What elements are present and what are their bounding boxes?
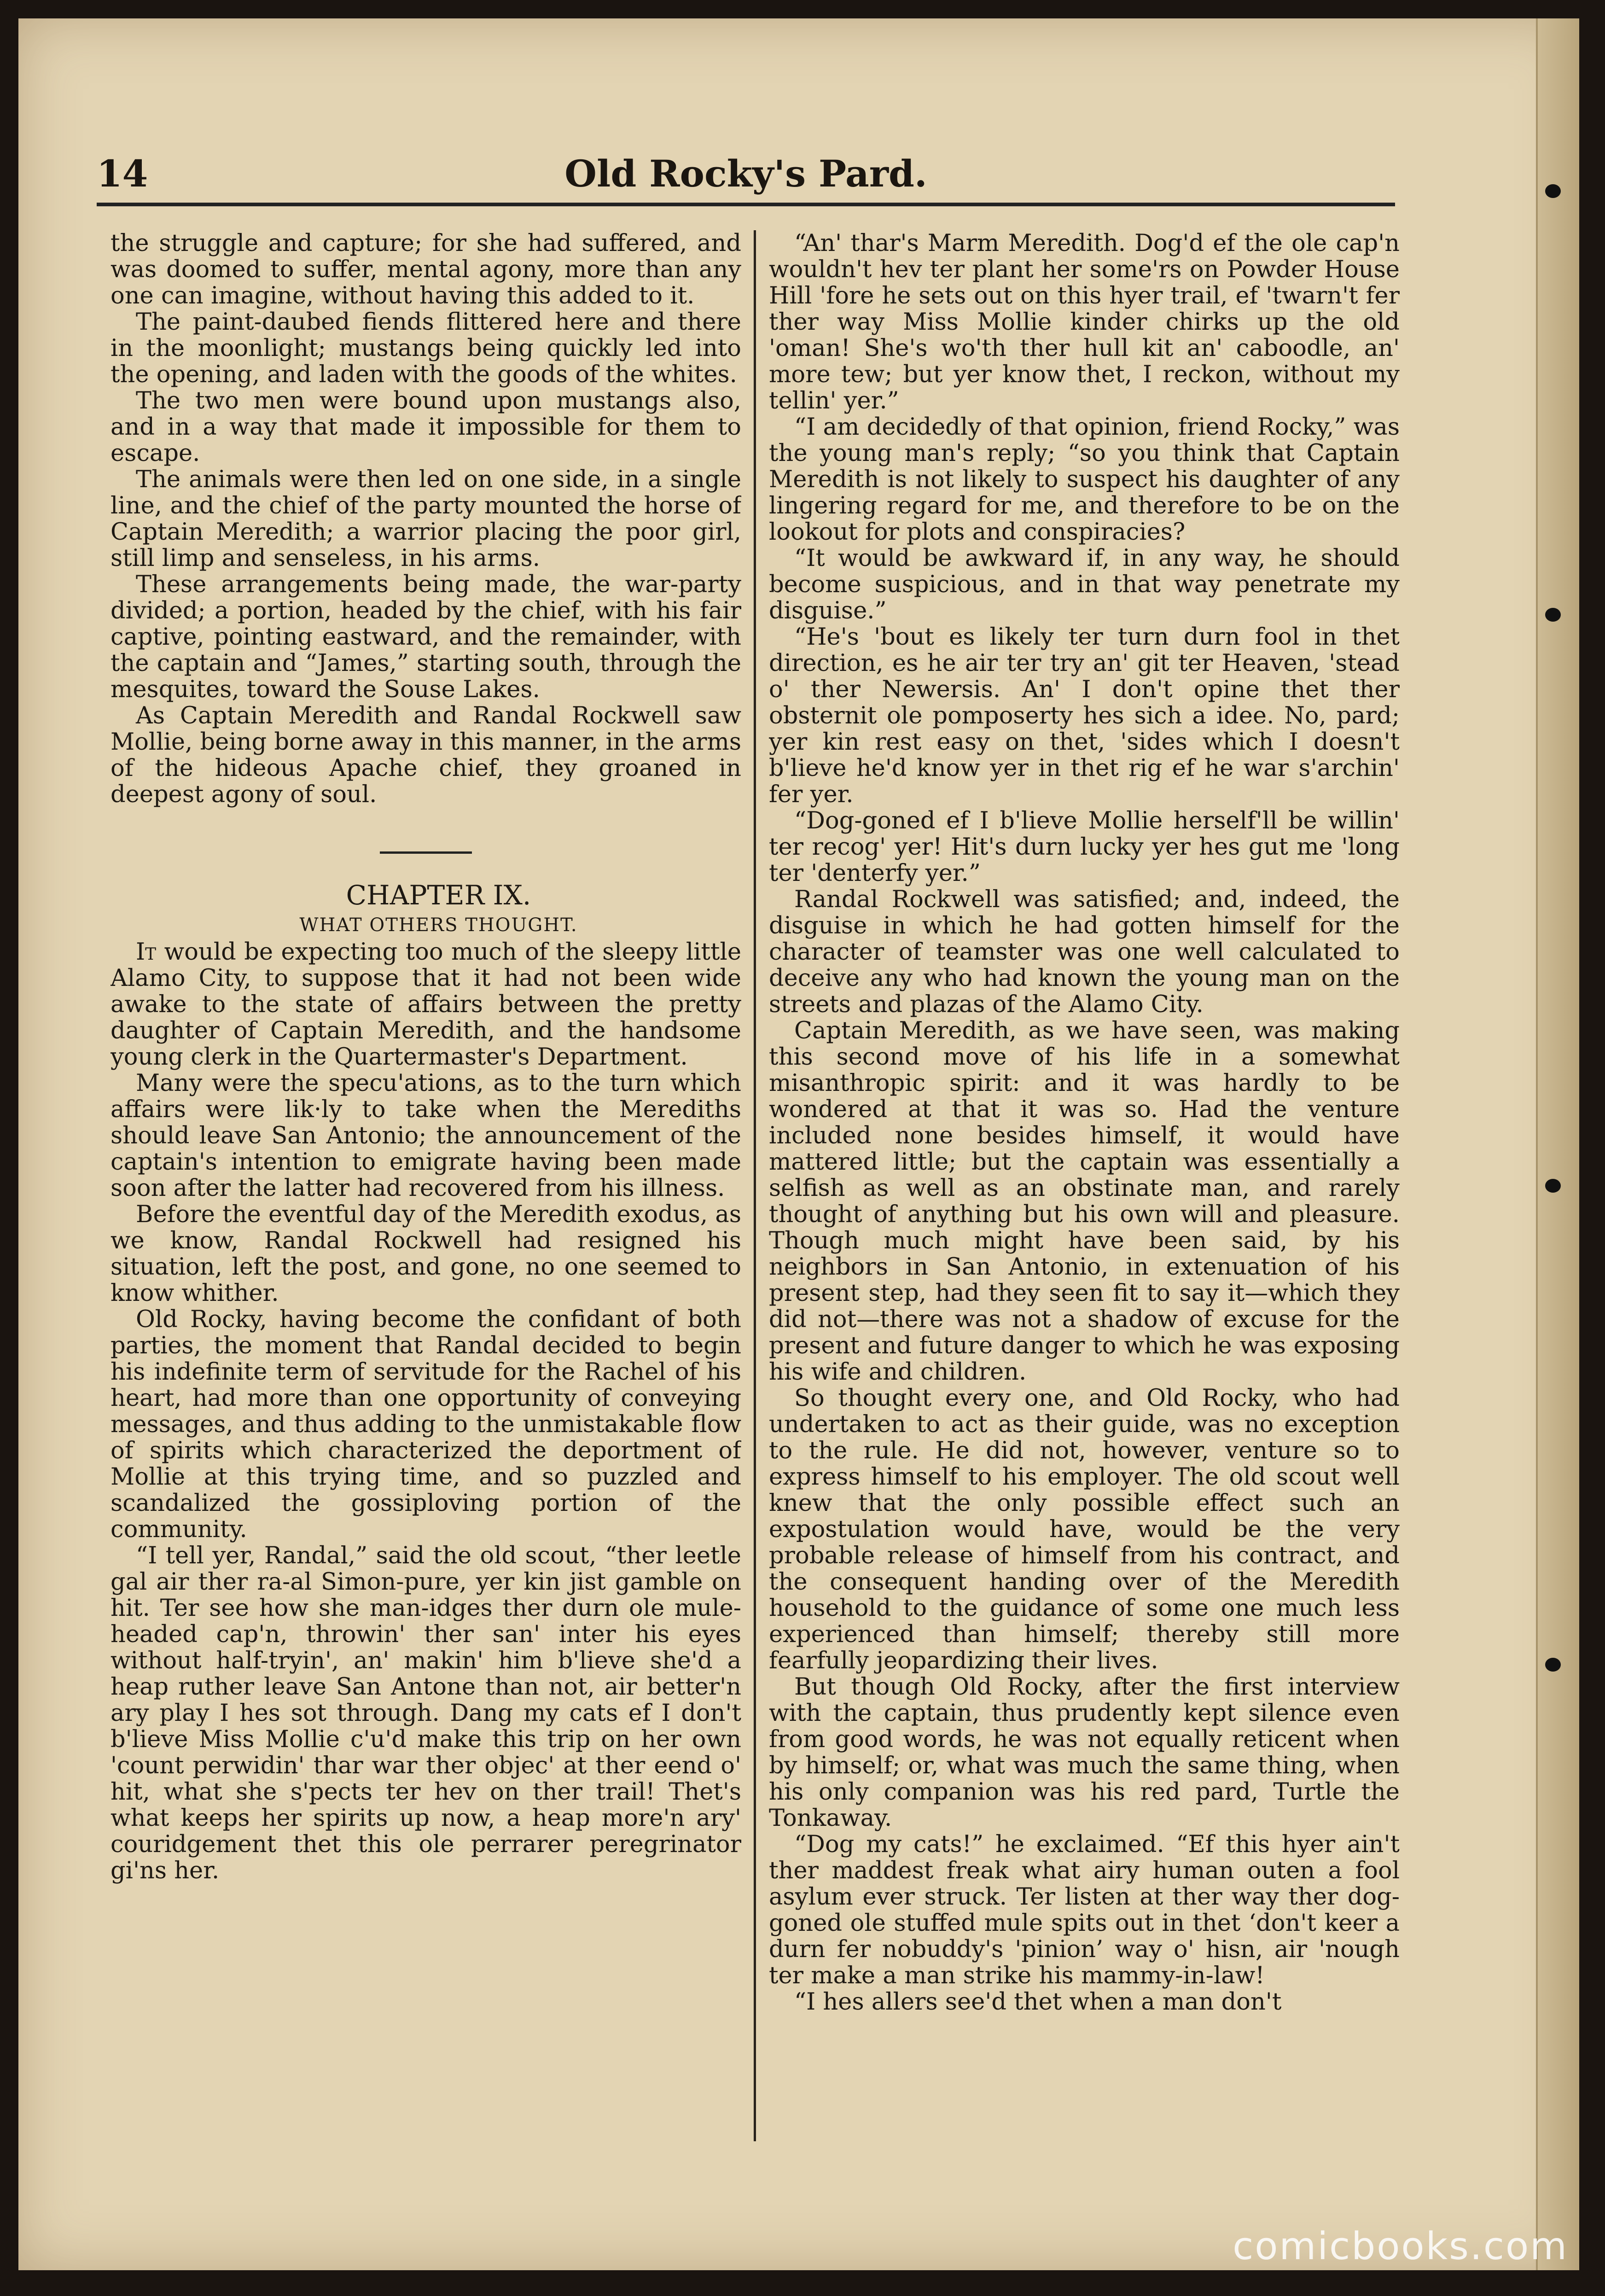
- paragraph: “I am decidedly of that opinion, friend Rocky,” was the young man's reply; “so you think that Captain Meredith is not likely to suspect his daughter of any lingering regard for me, and therefore to be on the lookout for plots and conspiracies?: [769, 414, 1400, 546]
- paragraph: “He's 'bout es likely ter turn durn fool in thet direction, es he air ter try an' git ter Heaven, 'stead o' ther Newersis. An' I don't opine thet ther obsternit ole pomposerty hes sich a idee. No, pard; yer kin rest easy on thet, 'sides which I doesn't b'lieve he'd know yer in thet rig ef he war s'archin' fer yer.: [769, 624, 1400, 808]
- staple-hole: [1545, 1658, 1561, 1672]
- paragraph: So thought every one, and Old Rocky, who had undertaken to act as their guide, was no exception to the rule. He did not, however, venture so to express himself to his employer. The old scout well knew that the only possible effect such an expostulation would have, would be the very probable release of himself from his contract, and the consequent handing over of the Meredith household to the guidance of some one much less experienced than himself; thereby still more fearfully jeopardizing their lives.: [769, 1385, 1400, 1674]
- paragraph: “I tell yer, Randal,” said the old scout, “ther leetle gal air ther ra-al Simon-pure, yer kin jist gamble on hit. Ter see how she man-idges ther durn ole mule-headed cap'n, throwin' ther san' inter his eyes without half-tryin', an' makin' him b'lieve she'd a heap ruther leave San Antone than not, air better'n ary play I hes sot through. Dang my cats ef I don't b'lieve Miss Mollie c'u'd make this trip on her own 'count perwidin' thar war ther objec' at ther eend o' hit, what she s'pects ter hev on ther trail! Thet's what keeps her spirits up now, a heap more'n ary' couridgement thet this ole perrarer peregrinator gi'ns her.: [110, 1542, 741, 1884]
- paragraph: “Dog-goned ef I b'lieve Mollie herself'll be willin' ter recog' yer! Hit's durn lucky yer hes gut me 'long ter 'denterfy yer.”: [769, 807, 1400, 887]
- staple-hole: [1545, 184, 1561, 198]
- paragraph: But though Old Rocky, after the first interview with the captain, thus prudently kept silence even from good words, he was not equally reticent when by himself; or, what was much the same thing, when his only companion was his red pard, Turtle the Tonkaway.: [769, 1673, 1400, 1832]
- staple-hole: [1545, 608, 1561, 622]
- left-column: [110, 230, 741, 2146]
- staple-hole: [1545, 1179, 1561, 1193]
- paragraph: Captain Meredith, as we have seen, was making this second move of his life in a somewhat misanthropic spirit: and it was hardly to be wondered at that it was so. Had the venture included none besides himself, it would have mattered little; but the captain was essentially a selfish as well as an obstinate man, and rarely thought of anything but his own will and pleasure. Though much might have been said, by his neighbors in San Antonio, in extenuation of his present step, had they seen fit to say it—which they did not—there was not a shadow of excuse for the present and future danger to which he was exposing his wife and children.: [769, 1017, 1400, 1386]
- opening-text: would be expecting too much of the sleepy little Alamo City, to suppose that it had not been wide awake to the state of affairs between the pretty daughter of Captain Meredith, and the handsome young clerk in the Quartermaster's Department.: [110, 938, 741, 1071]
- right-column: [769, 230, 1400, 2146]
- paragraph: Randal Rockwell was satisfied; and, indeed, the disguise in which he had gotten himself for the character of teamster was one well calculated to deceive any who had known the young man on the streets and plazas of the Alamo City.: [769, 886, 1400, 1018]
- paragraph: “I hes allers see'd thet when a man don't: [794, 1988, 1282, 2016]
- page-header: [97, 143, 1395, 206]
- column-divider: [754, 230, 756, 2141]
- watermark: comicbooks.com: [1233, 2225, 1568, 2268]
- paragraph: Old Rocky, having become the confidant of both parties, the moment that Randal decided to begin his indefinite term of servitude for the Rachel of his heart, had more than one opportunity of conveying messages, and thus adding to the unmistakable flow of spirits which characterized the deportment of Mollie at this trying time, and so puzzled and scandalized the gossiploving portion of the community.: [110, 1306, 741, 1543]
- chapter-opening-paragraph: [110, 939, 741, 1070]
- paragraph: the struggle and capture; for she had suffered, and was doomed to suffer, mental agony, more than any one can imagine, without having this added to it.: [110, 230, 741, 309]
- page-number: 14: [97, 152, 148, 195]
- paragraph: The paint-daubed fiends flittered here and there in the moonlight; mustangs being quickly led into the opening, and laden with the goods of the whites.: [110, 309, 741, 388]
- paragraph: “An' thar's Marm Meredith. Dog'd ef the ole cap'n wouldn't hev ter plant her some'rs on Powder House Hill 'fore he sets out on this hyer trail, ef 'twarn't fer ther way Miss Mollie kinder chirks up the old 'oman! She's wo'th ther hull kit an' caboodle, an' more tew; but yer know thet, I reckon, without my tellin' yer.”: [769, 230, 1400, 414]
- paragraph: As Captain Meredith and Randal Rockwell saw Mollie, being borne away in this manner, in the arms of the hideous Apache chief, they groaned in deepest agony of soul.: [110, 702, 741, 808]
- paragraph: “Dog my cats!” he exclaimed. “Ef this hyer ain't ther maddest freak what airy human outen a fool asylum ever struck. Ter listen at ther way ther dog-goned ole stuffed mule spits out in thet ‘don't keer a durn fer nobuddy's 'pinion’ way o' hisn, air 'nough ter make a man strike his mammy-in-law!: [769, 1831, 1400, 1989]
- paragraph: These arrangements being made, the war-party divided; a portion, headed by the chief, with his fair captive, pointing eastward, and the remainder, with the captain and “James,” starting south, through the mesquites, toward the Souse Lakes.: [110, 571, 741, 703]
- paragraph: Many were the specu'ations, as to the turn which affairs were lik·ly to take when the Merediths should leave San Antonio; the announcement of the captain's intention to emigrate having been made soon after the latter had recovered from his illness.: [110, 1070, 741, 1202]
- chapter-subtitle: WHAT OTHERS THOUGHT.: [299, 915, 578, 936]
- binding-edge: [1536, 18, 1579, 2270]
- paragraph: The animals were then led on one side, in a single line, and the chief of the party mounted the horse of Captain Meredith; a warrior placing the poor girl, still limp and senseless, in his arms.: [110, 466, 741, 572]
- paragraph: Before the eventful day of the Meredith exodus, as we know, Randal Rockwell had resigned his situation, left the post, and gone, no one seemed to know whither.: [110, 1201, 741, 1307]
- page-sheet: [18, 18, 1579, 2270]
- paragraph: “It would be awkward if, in any way, he should become suspicious, and in that way penetrate my disguise.”: [769, 545, 1400, 624]
- paragraph: The two men were bound upon mustangs also, and in a way that made it impossible for them to escape.: [110, 387, 741, 467]
- running-title: Old Rocky's Pard.: [564, 152, 927, 195]
- chapter-title: CHAPTER IX.: [346, 880, 531, 911]
- chapter-divider: [380, 851, 472, 854]
- opening-word: It: [136, 938, 157, 966]
